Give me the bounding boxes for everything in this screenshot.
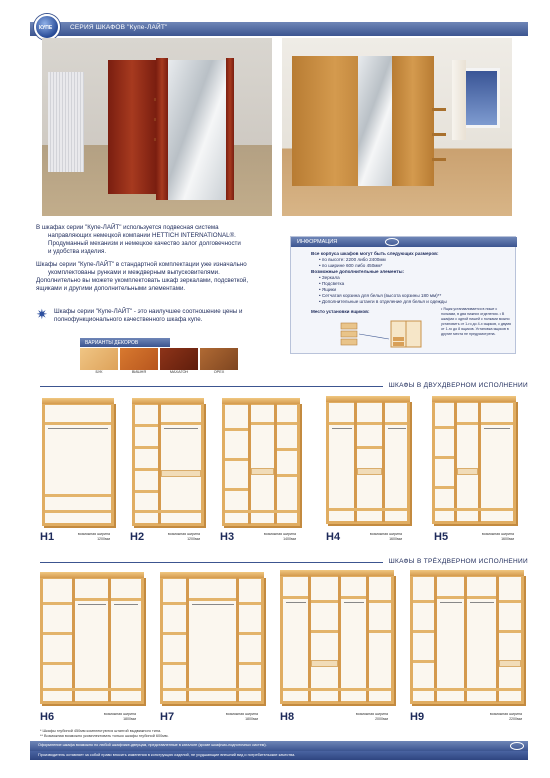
hanging-rod <box>484 428 510 429</box>
photo-oak-wardrobe <box>282 38 512 216</box>
shelf <box>277 422 297 425</box>
shelf <box>311 630 338 633</box>
width-value: 2000мм <box>375 716 388 721</box>
footnote: * Шкафы глубиной 450мм комплектуются штангой выдвижного типа. <box>40 729 162 733</box>
shelf <box>161 422 201 425</box>
section-title: ШКАФЫ В ДВУХДВЕРНОМ ИСПОЛНЕНИИ <box>383 382 528 389</box>
swatch-label: МАХАГОН <box>169 370 189 374</box>
width-label: возможная ширина <box>167 532 200 536</box>
extra-item: • Зеркала <box>319 275 340 280</box>
note-line: полнофункционального качественного шкафа купе. <box>54 316 203 323</box>
width-note <box>348 712 388 721</box>
drawer <box>311 660 338 667</box>
window <box>460 68 500 128</box>
hanging-rod <box>48 428 108 429</box>
shelf <box>277 448 297 451</box>
divider <box>434 576 437 702</box>
shelf <box>189 598 236 601</box>
shelf <box>311 600 338 603</box>
wardrobe-top <box>42 398 114 404</box>
width-label: возможная ширина <box>369 532 402 536</box>
shelf <box>163 688 261 691</box>
shelf <box>225 510 297 513</box>
swatch-walnut <box>200 348 238 370</box>
shelf <box>369 600 391 603</box>
divider <box>478 402 481 522</box>
drawer <box>357 468 382 475</box>
divider <box>338 576 341 702</box>
swatch-label: БУК <box>95 370 103 374</box>
width-note <box>482 712 522 721</box>
model-code: H4 <box>326 531 341 543</box>
width-value: 1200мм <box>187 536 200 541</box>
shelf <box>43 602 72 605</box>
info-oval-icon <box>385 238 399 246</box>
footer-bar <box>30 741 528 751</box>
info-box <box>290 236 516 354</box>
width-value: 1600мм <box>389 536 402 541</box>
shelf <box>45 510 111 513</box>
divider <box>496 576 499 702</box>
extra-item: • Сетчатая корзина для белья (высота корзины 180 мм)** <box>319 293 442 298</box>
width-value: 1800мм <box>245 716 258 721</box>
intro-text <box>36 224 286 298</box>
hanging-rod <box>286 602 306 603</box>
divider <box>236 578 239 702</box>
shelf <box>135 468 158 471</box>
swatch-label: ОРЕХ <box>213 370 225 374</box>
brand-logo-text: КУПЕ <box>39 25 53 31</box>
hanging-rod <box>332 428 352 429</box>
shelf <box>283 596 308 599</box>
shelf <box>163 662 186 665</box>
shelf <box>239 662 261 665</box>
wardrobe-h9 <box>406 570 528 720</box>
shelf <box>413 630 434 633</box>
hanging-rod <box>114 604 138 605</box>
divider <box>366 576 369 702</box>
wardrobe-top <box>280 570 394 576</box>
width-note <box>70 532 110 541</box>
wardrobe-side <box>226 58 234 200</box>
intro-line: и удобства изделия. <box>48 248 107 255</box>
extra-item: • Подсветка <box>319 281 345 286</box>
intro-line: Шкафы серии "Купе-ЛАЙТ" в стандартной комплектации уже изначально <box>36 261 247 268</box>
model-code: H1 <box>40 531 55 543</box>
shelf <box>163 632 186 635</box>
swatch-beech <box>80 348 118 370</box>
curtain <box>452 60 466 140</box>
shelf <box>437 596 464 599</box>
width-label: возможная ширина <box>489 712 522 716</box>
section-two-door <box>40 382 528 396</box>
shelf <box>225 488 248 491</box>
drawer-location-label: Место установки ящиков: <box>311 309 370 314</box>
swatch-cherry <box>120 348 158 370</box>
section-title: ШКАФЫ В ТРЁХДВЕРНОМ ИСПОЛНЕНИИ <box>383 558 528 565</box>
shelf <box>435 508 513 511</box>
shelf <box>225 428 248 431</box>
shelf <box>135 510 201 513</box>
divider <box>186 578 189 702</box>
shelf <box>163 602 186 605</box>
wardrobe-frame <box>410 574 524 704</box>
wardrobe-frame <box>326 400 410 524</box>
shelf <box>43 688 141 691</box>
intro-line: ящиками и другими дополнительными элементами. <box>36 285 186 292</box>
width-value: 1800мм <box>123 716 136 721</box>
width-label: возможная ширина <box>263 532 296 536</box>
wardrobe-top <box>326 396 410 402</box>
width-value: 1600мм <box>501 536 514 541</box>
wardrobe-top <box>160 572 264 578</box>
extras-heading: Возможные дополнительные элементы: <box>311 269 405 274</box>
info-body <box>311 251 511 305</box>
shelf <box>467 596 496 599</box>
shelf <box>357 446 382 449</box>
mirror-door <box>358 56 394 186</box>
wardrobe-side <box>156 58 168 200</box>
hanging-rod <box>344 602 364 603</box>
shelf <box>45 422 111 425</box>
divider <box>72 578 75 702</box>
hanging-rod <box>78 604 106 605</box>
width-label: возможная ширина <box>77 532 110 536</box>
footer-oval-icon <box>510 742 524 750</box>
shelf <box>357 422 382 425</box>
wardrobe-top <box>432 396 516 402</box>
wardrobe-top <box>222 398 300 404</box>
drawer-diagram <box>339 319 429 349</box>
width-note <box>160 532 200 541</box>
width-value: 1200мм <box>97 536 110 541</box>
shelf <box>499 600 521 603</box>
wardrobe-top <box>410 570 524 576</box>
shelf <box>135 446 158 449</box>
intro-line: направляющих немецкой компании HETTICH INTERNATIONAL®. <box>48 232 236 239</box>
wardrobe-h4 <box>322 396 414 546</box>
wardrobe-h3 <box>218 398 304 548</box>
model-code: H6 <box>40 711 55 723</box>
wardrobe-h6 <box>36 572 148 722</box>
shelf <box>283 688 391 691</box>
window-blind <box>48 72 84 172</box>
model-code: H2 <box>130 531 145 543</box>
shelf <box>413 600 434 603</box>
shelf <box>435 426 454 429</box>
header-bar <box>30 22 528 36</box>
model-code: H9 <box>410 711 425 723</box>
hanging-rod <box>440 602 462 603</box>
wardrobe-frame <box>280 574 394 704</box>
drawer <box>251 468 274 475</box>
shelf <box>43 662 72 665</box>
width-value: 1400мм <box>283 536 296 541</box>
wardrobe-h1 <box>38 398 118 548</box>
shelf <box>369 630 391 633</box>
info-header <box>291 237 517 247</box>
divider <box>382 402 385 522</box>
side-shelf <box>432 133 446 136</box>
intro-line: В шкафах серии "Купе-ЛАЙТ" используется подвесная система <box>36 224 219 231</box>
width-label: возможная ширина <box>355 712 388 716</box>
hanging-rod <box>164 428 198 429</box>
shelf <box>385 422 407 425</box>
intro-paragraph-2 <box>36 261 286 293</box>
divider <box>308 576 311 702</box>
model-code: H3 <box>220 531 235 543</box>
intro-paragraph-1 <box>36 224 286 256</box>
note-line: Шкафы серии "Купе-ЛАЙТ" - это наилучшее соотношение цены и <box>54 308 243 315</box>
width-label: возможная ширина <box>225 712 258 716</box>
shelf <box>457 422 478 425</box>
shelf <box>45 494 111 497</box>
shelf <box>329 422 354 425</box>
oak-door-right <box>392 56 434 186</box>
extra-item: • Ящики <box>319 287 337 292</box>
drawer <box>499 660 521 667</box>
shelf <box>481 422 513 425</box>
decor-variants <box>80 338 270 378</box>
footnotes <box>40 729 370 739</box>
width-label: возможная ширина <box>481 532 514 536</box>
model-code: H8 <box>280 711 295 723</box>
shelf <box>413 660 434 663</box>
footer-line: Производитель оставляет за собой право вносить изменения в конструкцию изделий, не ухудшающие внешний вид и потребительские качества. <box>38 753 296 757</box>
side-shelf <box>432 158 446 161</box>
shelf <box>251 422 274 425</box>
wardrobe-frame <box>222 402 300 526</box>
shelf <box>499 630 521 633</box>
footer-bar-2 <box>30 751 528 760</box>
width-note <box>362 532 402 541</box>
hanging-rod <box>470 602 494 603</box>
hanging-rod <box>192 604 234 605</box>
width-note <box>218 712 258 721</box>
intro-line: укомплектованы рунками и междверным выпусковителями. <box>48 269 220 276</box>
info-title: ИНФОРМАЦИЯ <box>297 239 338 245</box>
drawer <box>161 470 201 477</box>
swatch-label: ВИШНЯ <box>131 370 147 374</box>
intro-line: Дополнительно вы можете укомплектовать шкаф зеркалами, подсветкой, <box>36 277 249 284</box>
footer-line: Оформление шкафа возможно по любой шкафчике-дверцам, представленные в каталоге (кроме шкафчик-подпоточных систем). <box>38 743 267 747</box>
shelf <box>135 424 158 427</box>
drawer-note: • Ящик устанавливается в нише с полками, в два нижних отделения. • В шкафах с одной нишей с полками можно установить от 1-го до 4-х ящиков, с двумя от 1-го до 8 ящиков. Установка ящиков в другие места не предусмотрена. <box>441 307 511 336</box>
wardrobe-h2 <box>128 398 208 548</box>
wardrobe-frame <box>42 402 114 526</box>
shelf <box>435 486 454 489</box>
shelf <box>239 602 261 605</box>
decor-title: ВАРИАНТЫ ДЕКОРОВ <box>80 338 170 347</box>
shelf <box>277 474 297 477</box>
shelf <box>111 598 141 601</box>
wardrobe-top <box>40 572 144 578</box>
model-code: H7 <box>160 711 175 723</box>
star-icon: ✷ <box>36 306 48 322</box>
width-note <box>96 712 136 721</box>
brand-logo <box>34 14 60 40</box>
wardrobe-h5 <box>428 396 520 546</box>
shelf <box>329 508 407 511</box>
shelf <box>413 688 521 691</box>
hanging-rod <box>388 428 406 429</box>
series-title: СЕРИЯ ШКАФОВ "Купе-ЛАЙТ" <box>70 24 168 31</box>
wardrobe-frame <box>132 402 204 526</box>
wardrobe-top <box>132 398 204 404</box>
size-item: • по высоте: 2200 либо 2400мм <box>319 257 386 262</box>
wardrobe-frame <box>160 576 264 704</box>
mirror-door <box>168 60 228 200</box>
side-shelf <box>432 108 446 111</box>
width-note <box>256 532 296 541</box>
width-note <box>474 532 514 541</box>
shelf <box>341 596 366 599</box>
divider <box>354 402 357 522</box>
divider <box>464 576 467 702</box>
width-label: возможная ширина <box>103 712 136 716</box>
width-value: 2200мм <box>509 716 522 721</box>
note-text <box>36 308 286 324</box>
shelf <box>135 490 158 493</box>
drawer <box>457 468 478 475</box>
photo-cherry-wardrobe <box>42 38 272 216</box>
price-quality-note <box>36 308 286 324</box>
swatch-mahogany <box>160 348 198 370</box>
divider <box>108 578 111 702</box>
wardrobe-h7 <box>156 572 268 722</box>
model-code: H5 <box>434 531 449 543</box>
intro-line: Продуманный механизм и немецкое качество залог долговечности <box>48 240 241 247</box>
shelf <box>239 632 261 635</box>
shelf <box>225 458 248 461</box>
extra-item: • Дополнительные штанги в отделение для белья и одежды <box>319 299 447 304</box>
size-item: • по ширине 600 либо 450мм* <box>319 263 383 268</box>
shelf <box>75 598 108 601</box>
sizes-heading: Все корпуса шкафов могут быть следующих размеров: <box>311 251 439 256</box>
shelf <box>43 632 72 635</box>
shelf-unit <box>108 60 156 194</box>
wardrobe-h8 <box>276 570 398 720</box>
divider <box>454 402 457 522</box>
shelf <box>435 456 454 459</box>
wardrobe-frame <box>432 400 516 524</box>
wardrobe-frame <box>40 576 144 704</box>
footnote: ** Возможная возможно укомплектовать только шкафы глубиной 600мм. <box>40 734 169 738</box>
